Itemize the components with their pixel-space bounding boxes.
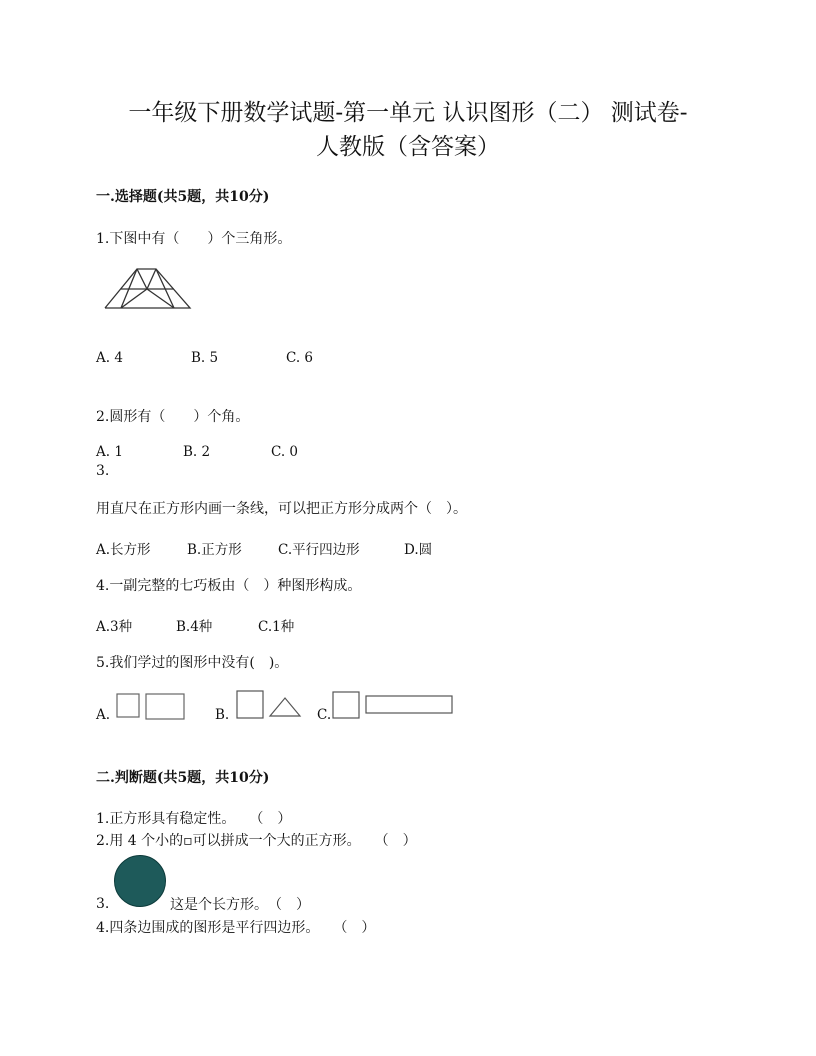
q4-option-a: A.3种 xyxy=(96,619,133,635)
teal-circle-figure xyxy=(113,854,167,908)
q2-option-c: C. 0 xyxy=(271,444,299,460)
judgment-4: 4.四条边围成的图形是平行四边形。 （ ） xyxy=(96,920,376,936)
q4-option-b: B.4种 xyxy=(176,619,213,635)
question-4-text: 4.一副完整的七巧板由（ ）种图形构成。 xyxy=(96,578,362,594)
page-title-line1: 一年级下册数学试题-第一单元 认识图形（二） 测试卷- xyxy=(128,100,688,126)
q5-option-b-shapes xyxy=(236,690,306,720)
q1-option-a: A. 4 xyxy=(96,350,123,366)
judgment-1: 1.正方形具有稳定性。 （ ） xyxy=(96,811,292,827)
q5-option-c: C. xyxy=(317,707,332,723)
q3-option-d: D.圆 xyxy=(404,542,433,558)
q3-option-b: B.正方形 xyxy=(187,542,242,558)
q1-option-b: B. 5 xyxy=(191,350,219,366)
q1-option-c: C. 6 xyxy=(286,350,314,366)
triangle-figure xyxy=(104,268,192,310)
judgment-3-number: 3. xyxy=(96,896,110,912)
q3-option-c: C.平行四边形 xyxy=(278,542,360,558)
section-heading-choice: 一.选择题(共5题，共10分) xyxy=(96,189,270,205)
question-2-text: 2.圆形有（ ）个角。 xyxy=(96,409,250,425)
judgment-3-text: 这是个长方形。 （ ） xyxy=(170,897,310,913)
question-5-text: 5.我们学过的图形中没有( )。 xyxy=(96,655,289,671)
q5-option-b: B. xyxy=(215,707,230,723)
judgment-2: 2.用 4 个小的▫可以拼成一个大的正方形。 （ ） xyxy=(96,833,417,849)
q2-option-b: B. 2 xyxy=(183,444,211,460)
q5-option-c-shapes xyxy=(332,691,454,721)
question-3-number: 3. xyxy=(96,463,110,479)
section-heading-judgment: 二.判断题(共5题，共10分) xyxy=(96,770,270,786)
q5-option-a: A. xyxy=(96,707,111,723)
q3-option-a: A.长方形 xyxy=(96,542,151,558)
q5-option-a-shapes xyxy=(116,692,188,722)
q2-option-a: A. 1 xyxy=(96,444,123,460)
question-3-text: 用直尺在正方形内画一条线，可以把正方形分成两个（ ）。 xyxy=(96,501,467,517)
question-1-text: 1.下图中有（ ）个三角形。 xyxy=(96,231,292,247)
page-title-line2: 人教版（含答案） xyxy=(316,134,500,160)
q4-option-c: C.1种 xyxy=(258,619,295,635)
